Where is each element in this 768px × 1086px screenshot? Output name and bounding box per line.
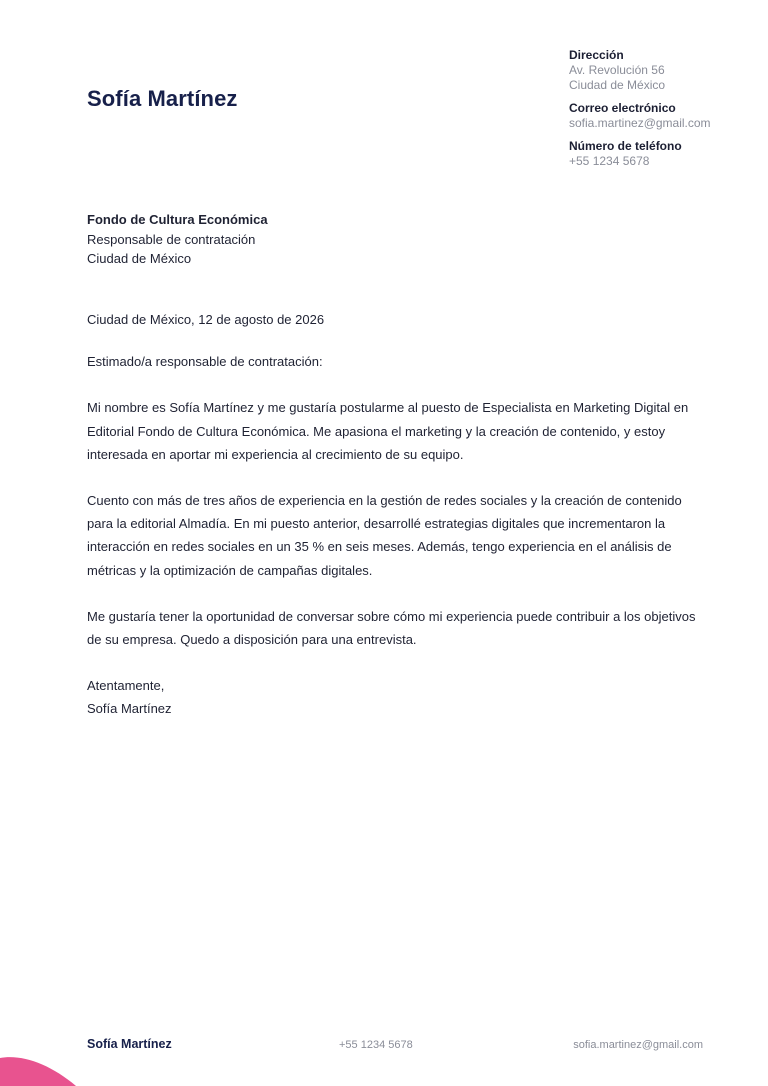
letter-closing	[87, 674, 707, 720]
phone-group	[569, 139, 749, 169]
address-group	[569, 48, 749, 93]
address-line2: Ciudad de México	[569, 78, 666, 92]
letter-paragraph-1: Mi nombre es Sofía Martínez y me gustaría postularme al puesto de Especialista en Marketing Digital en Editorial Fondo de Cultura Económica. Me apasiona el marketing y la creación de contenido, y estoy interesada en aportar mi experiencia al crecimiento de su equipo.	[87, 400, 689, 462]
recipient-company: Fondo de Cultura Económica	[87, 212, 268, 227]
footer-name: Sofía Martínez	[87, 1037, 172, 1051]
recipient-city: Ciudad de México	[87, 251, 192, 266]
applicant-name: Sofía Martínez	[87, 86, 238, 111]
email-group	[569, 101, 749, 131]
contact-info	[569, 48, 749, 177]
footer-phone: +55 1234 5678	[339, 1039, 413, 1051]
recipient-role: Responsable de contratación	[87, 231, 256, 247]
phone-label: Número de teléfono	[569, 139, 682, 153]
letter-body	[87, 308, 707, 721]
decorative-corner-shape	[0, 1054, 80, 1086]
page-footer	[87, 1037, 703, 1055]
closing-text: Atentamente,	[87, 678, 165, 694]
letter-paragraph-3: Me gustaría tener la oportunidad de conversar sobre cómo mi experiencia puede contribuir a los objetivos de su empresa. Quedo a disposición para una entrevista.	[87, 608, 696, 648]
phone-value: +55 1234 5678	[569, 154, 650, 168]
address-label: Dirección	[569, 48, 624, 62]
letter-paragraph-2: Cuento con más de tres años de experiencia en la gestión de redes sociales y la creación de contenido para la editorial Almadía. En mi puesto anterior, desarrollé estrategias digitales que incrementaron la interacción en redes sociales en un 35 % en seis meses. Además, tengo experiencia en el análisis de métricas y la optimización de campañas digitales.	[87, 493, 682, 578]
letter-salutation: Estimado/a responsable de contratación:	[87, 354, 323, 370]
address-line1: Av. Revolución 56	[569, 63, 665, 77]
recipient-block	[87, 210, 268, 269]
email-value: sofia.martinez@gmail.com	[569, 116, 711, 130]
signature-name: Sofía Martínez	[87, 701, 172, 717]
footer-email: sofia.martinez@gmail.com	[573, 1039, 703, 1051]
letter-date: Ciudad de México, 12 de agosto de 2026	[87, 312, 325, 327]
corner-accent-shape	[0, 1057, 76, 1086]
email-label: Correo electrónico	[569, 101, 676, 115]
